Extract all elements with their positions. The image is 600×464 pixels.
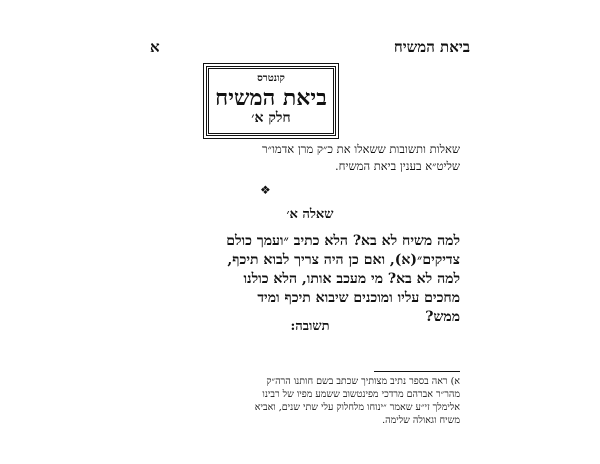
- footnote-line: משיח וגאולה שלימה.: [382, 415, 460, 426]
- question-line: מחכים עליו ומוכנים שיבוא תיכף ומיד: [257, 290, 460, 306]
- question-text: [130, 232, 460, 327]
- footnote-line: אלימלך זי״ע שאמר ״ינוחו מלחלוק עלי שתי שנים, ואביא: [254, 402, 460, 413]
- answer-heading: תשובה:: [290, 319, 330, 334]
- title-frame: [206, 66, 336, 136]
- part-label: חלק א׳: [251, 110, 291, 126]
- question-line: צדיקים״(א), ואם כן היה צריך לבוא תיכף,: [227, 252, 460, 268]
- intro-line: שליט״א בענין ביאת המשיח.: [335, 159, 460, 173]
- question-line: ממש?: [425, 309, 460, 325]
- footnote: [160, 375, 460, 427]
- intro-paragraph: [160, 141, 460, 175]
- question-line: למה משיח לא בא? הלא כתיב ״ועמך כולם: [226, 233, 460, 249]
- page-number: א: [150, 38, 160, 56]
- running-title: ביאת המשיח: [393, 38, 470, 56]
- intro-line: שאלות ותשובות ששאלו את כ״ק מרן אדמו״ר: [261, 142, 460, 156]
- question-line: למה לא בא? מי מעכב אותו, הלא כולנו: [243, 271, 460, 287]
- footnote-line: א) ראה בספר נתיב מצותיך שכתב בשם חותנו הרה״ק: [266, 376, 460, 387]
- title-kicker: קונטרס: [257, 73, 285, 84]
- footnote-divider: [374, 371, 460, 372]
- book-title: ביאת המשיח: [215, 85, 327, 111]
- question-heading: שאלה א׳: [286, 207, 334, 222]
- ornament-icon: ❖: [260, 183, 271, 197]
- footnote-line: מהר״ר אברהם מרדכי מפינטשוב ששמע מפיו של רבינו: [262, 389, 460, 400]
